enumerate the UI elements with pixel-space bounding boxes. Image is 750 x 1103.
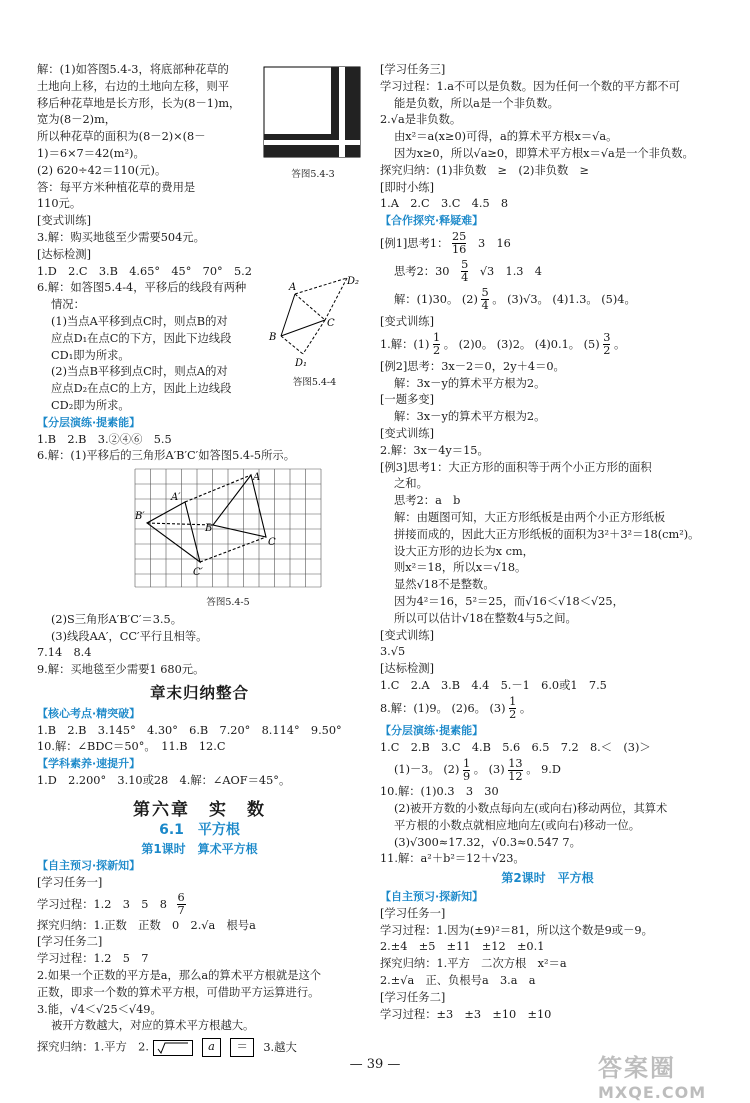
text-line: 平方根的小数点就相应地向左(或向右)移动一位。: [394, 818, 641, 832]
text-line: [37, 892, 362, 918]
text-fragment: (1)－3。 (2): [394, 763, 460, 777]
section-heading: 【自主预习·探新知】: [380, 890, 484, 904]
section-heading: 【合作探究·释疑难】: [380, 214, 484, 228]
point-label: B: [205, 523, 213, 535]
text-fragment: 3.越大: [263, 1040, 297, 1054]
watermark-text: MXQE.COM: [598, 1083, 707, 1102]
text-line: 2.解：3x－4y＝15。: [380, 443, 489, 457]
fraction: [433, 332, 440, 357]
section-label: [学习任务一]: [380, 906, 446, 920]
text-line: 设大正方形的边长为x cm，: [394, 544, 534, 558]
text-line: 2.±√a 正、负根号a 3.a a: [380, 974, 536, 988]
text-line: 应点D₁在点C的下方，因此下边线段: [51, 331, 232, 345]
answer-line: 10.解：∠BDC＝50°。 11.B 12.C: [37, 740, 226, 754]
section-heading: 【分层演练·提素能】: [380, 723, 484, 737]
fraction-denominator: 12: [508, 769, 523, 783]
text-line: 11.解：a²＋b²＝12＋√23。: [380, 852, 525, 866]
answer-line: 1.D 2.C 3.B 4.65° 45° 70° 5.2: [37, 264, 252, 278]
text-fragment: 。 (3)√3。 (4)1.3。 (5)4。: [492, 292, 636, 306]
figure-5-4-4: [267, 270, 362, 388]
text-fragment: 1.解：(1): [380, 337, 430, 351]
text-line: 解：由题图可知，大正方形纸板是由两个小正方形纸板: [394, 510, 666, 524]
text-fragment: 。 9.D: [526, 763, 561, 777]
text-line: 学习过程：1.因为(±9)²＝81，所以这个数是9或－9。: [380, 923, 653, 937]
text-line: 探究归纳：(1)非负数 ≥ (2)非负数 ≥: [380, 163, 590, 177]
section-heading: 【学科素养·速提升】: [37, 757, 141, 771]
fraction: [508, 758, 522, 783]
sqrt-icon: [154, 1041, 192, 1055]
point-label: A: [253, 472, 261, 484]
text-line: 探究归纳：1.平方 二次方根 x²＝a: [380, 957, 567, 971]
point-label: B: [269, 332, 277, 343]
answer-line: 1.A 2.C 3.C 4.5 8: [380, 197, 509, 211]
text-line: 则x²＝18，所以x＝√18。: [394, 561, 527, 575]
text-line: CD₁即为所求。: [51, 348, 130, 362]
text-fragment: 3 16: [477, 236, 511, 250]
point-label: C′: [193, 567, 203, 579]
text-line: 解：(1)如答图5.4-3，将底部种花草的: [37, 63, 229, 76]
watermark-text: 答案圈: [598, 1054, 676, 1082]
section-label: [变式训练]: [37, 214, 92, 228]
text-line: 能是负数，所以a是一个非负数。: [394, 96, 559, 110]
text-line: (3)线段AA′，CC′平行且相等。: [51, 629, 208, 643]
point-label: B′: [135, 511, 145, 523]
text-line: [380, 331, 715, 359]
text-line: 宽为(8－2)m，: [37, 113, 117, 127]
text-line: 1)＝6×7＝42(m²)。: [37, 146, 145, 160]
section-label: [达标检测]: [37, 247, 92, 261]
text-line: [380, 756, 715, 784]
text-fragment: 8.解：(1)9。 (2)6。 (3): [380, 701, 506, 715]
text-line: 土地向上移，右边的土地向左移，则平: [37, 79, 230, 93]
text-line: 答：每平方米种植花草的费用是: [37, 180, 196, 194]
text-line: [380, 286, 715, 314]
section-label: [达标检测]: [380, 662, 435, 676]
fraction-numerator: 5: [481, 286, 489, 300]
sqrt-symbol-box: [153, 1040, 193, 1056]
variable-box: a: [202, 1038, 221, 1057]
text-line: [380, 695, 715, 723]
section-title: 6.1 平方根: [159, 822, 240, 839]
text-line: 学习过程：±3 ±3 ±10 ±10: [380, 1007, 552, 1021]
text-fragment: 。 (2)0。 (3)2。 (4)0.1。 (5): [443, 337, 600, 351]
section-heading: 【自主预习·探新知】: [37, 859, 141, 873]
text-line: 2.±4 ±5 ±11 ±12 ±0.1: [380, 940, 545, 954]
fraction-denominator: 16: [451, 243, 467, 257]
fraction-denominator: 2: [509, 708, 517, 722]
section-label: [变式训练]: [380, 426, 435, 440]
answer-line: 1.D 2.200° 3.10或28 4.解：∠AOF＝45°。: [37, 773, 291, 787]
text-line: 3.能，√4＜√25＜√49。: [37, 1002, 162, 1016]
text-line: 2.如果一个正数的平方是a，那么a的算术平方根就是这个: [37, 969, 322, 983]
text-line: [例2]思考：3x－2＝0，2y＋4＝0。: [380, 359, 565, 373]
answer-line: 1.C 2.A 3.B 4.4 5.－1 6.0或1 7.5: [380, 678, 607, 692]
text-line: [380, 258, 715, 286]
fraction: [177, 892, 186, 917]
figure-caption: 答图5.4-5: [206, 596, 250, 608]
answer-line: 7.14 8.4: [37, 646, 92, 660]
fraction: [603, 332, 610, 357]
page-number: — 39 —: [349, 1057, 401, 1072]
text-line: 思考2：a b: [394, 494, 461, 508]
text-line: 情况：: [51, 298, 85, 312]
fraction-numerator: 1: [509, 695, 517, 709]
fraction-denominator: 2: [603, 344, 611, 358]
fraction-numerator: 25: [451, 230, 467, 244]
grid-figure: [133, 467, 323, 589]
section-label: [学习任务三]: [380, 63, 446, 76]
right-column: [380, 62, 715, 1023]
text-line: [37, 1038, 362, 1057]
fraction: [463, 758, 470, 783]
figure-caption: 答图5.4-4: [292, 377, 337, 388]
lesson-title: 第1课时 算术平方根: [141, 842, 258, 857]
lesson-title: 第2课时 平方根: [501, 871, 594, 886]
text-line: (2)当点B平移到点C时，则点A的对: [51, 365, 228, 379]
answer-line: 1.C 2.B 3.C 4.B 5.6 6.5 7.2 8.＜ (3)＞: [380, 740, 651, 754]
point-label: C: [327, 318, 335, 329]
text-line: 9.解：买地毯至少需要1 680元。: [37, 663, 205, 677]
text-line: 6.解：如答图5.4-4，平移后的线段有两种: [37, 281, 247, 295]
text-line: 被开方数越大，对应的算术平方根越大。: [51, 1019, 255, 1033]
text-fragment: 学习过程：1.2 3 5 8: [37, 897, 167, 911]
fraction-denominator: 7: [177, 904, 185, 918]
section-heading: 【分层演练·提素能】: [37, 415, 141, 429]
chapter-title: 第六章 实 数: [133, 799, 266, 820]
text-fragment: 思考2：30: [394, 264, 450, 278]
text-line: [380, 230, 715, 258]
text-fragment: 。 (3): [473, 763, 505, 777]
fraction-numerator: 1: [432, 331, 441, 345]
text-line: (2) 620÷42＝110(元)。: [37, 163, 167, 177]
fraction-denominator: 2: [432, 344, 441, 358]
text-line: CD₂即为所求。: [51, 398, 130, 412]
equals-box: ＝: [230, 1038, 253, 1057]
fraction-numerator: 5: [461, 258, 469, 272]
text-line: 所以种花草的面积为(8－2)×(8－: [37, 130, 206, 144]
fraction-denominator: 4: [481, 299, 489, 313]
text-line: 6.解：(1)平移后的三角形A′B′C′如答图5.4-5所示。: [37, 449, 296, 463]
fraction-denominator: 4: [461, 271, 469, 285]
fraction: [509, 696, 516, 721]
point-label: D₂: [347, 276, 360, 287]
section-label: [变式训练]: [380, 628, 435, 642]
left-column: [37, 62, 362, 1057]
text-line: (2)被开方数的小数点每向左(或向右)移动两位，其算术: [394, 802, 668, 816]
point-label: A′: [171, 492, 181, 504]
text-line: 10.解：(1)0.3 3 30: [380, 785, 499, 799]
text-line: 因为4²＝16，5²＝25，而√16＜√18＜√25，: [394, 594, 624, 608]
figure-5-4-3: [263, 66, 363, 180]
section-label: [学习任务一]: [37, 875, 103, 889]
text-line: 移后种花草地是长方形，长为(8－1)m，: [37, 96, 241, 110]
answer-line: 1.B 2.B 3.145° 4.30° 6.B 7.20° 8.114° 9.50°: [37, 723, 342, 737]
text-line: (3)√300≈17.32，√0.3≈0.547 7。: [394, 835, 581, 849]
text-line: 3.解：购买地毯至少需要504元。: [37, 230, 205, 244]
point-label: C: [268, 537, 276, 549]
text-line: 解：3x－y的算术平方根为2。: [394, 376, 546, 390]
text-line: 拼接而成的，因此大正方形纸板的面积为3²＋3²＝18(cm²)。: [394, 527, 700, 541]
text-line: (2)S三角形A′B′C′＝3.5。: [51, 612, 182, 626]
text-line: 解：3x－y的算术平方根为2。: [394, 410, 546, 424]
text-line: 110元。: [37, 197, 82, 211]
section-label: [即时小练]: [380, 180, 435, 194]
section-heading: 【核心考点·精突破】: [37, 706, 141, 720]
watermark-logo: [598, 1048, 738, 1102]
fraction: [481, 287, 488, 312]
fraction-denominator: 9: [462, 769, 471, 783]
fraction: [461, 259, 468, 284]
text-line: 因为x≥0，所以√a≥0，即算术平方根x＝√a是一个非负数。: [394, 146, 694, 160]
text-line: 探究归纳：1.正数 正数 0 2.√a 根号a: [37, 918, 256, 932]
point-label: A: [289, 282, 297, 293]
text-fragment: 。: [519, 701, 532, 715]
text-line: 所以可以估计√18在整数4与5之间。: [394, 611, 577, 625]
fraction-numerator: 3: [603, 331, 611, 345]
translation-figure: [267, 270, 362, 370]
answer-line: 1.B 2.B 3.②④⑥ 5.5: [37, 432, 172, 446]
text-fragment: 解：(1)30。 (2): [394, 292, 478, 306]
fraction-numerator: 1: [462, 756, 471, 770]
point-label: D₁: [295, 358, 308, 369]
section-label: [变式训练]: [380, 314, 435, 328]
fraction: [452, 231, 466, 256]
text-line: 显然√18不是整数。: [394, 578, 495, 592]
text-line: 2.√a是非负数。: [380, 113, 462, 127]
answer-line: 3.√5: [380, 645, 406, 659]
text-line: 之和。: [394, 477, 428, 491]
text-line: 由x²＝a(x≥0)可得，a的算术平方根x＝√a。: [394, 130, 618, 144]
text-line: (1)当点A平移到点C时，则点B的对: [51, 314, 228, 328]
text-fragment: [例1]思考1：: [380, 236, 449, 250]
text-line: 应点D₂在点C的上方，因此上边线段: [51, 382, 232, 396]
section-label: [学习任务二]: [37, 935, 103, 949]
text-line: 学习过程：1.a不可以是负数。因为任何一个数的平方都不可: [380, 79, 680, 93]
text-fragment: 探究归纳：1.平方 2.: [37, 1040, 149, 1054]
fraction-numerator: 13: [508, 756, 523, 770]
text-fragment: √3 1.3 4: [479, 264, 542, 278]
text-line: 正数，即求一个数的算术平方根，可借助平方运算进行。: [37, 985, 320, 999]
chapter-summary-title: 章末归纳整合: [149, 683, 249, 702]
text-line: [例3]思考1：大正方形的面积等于两个小正方形的面积: [380, 460, 652, 474]
garden-figure: [263, 66, 363, 162]
text-line: 学习过程：1.2 5 7: [37, 952, 149, 966]
text-fragment: 。: [614, 337, 626, 351]
figure-5-4-5: [133, 467, 333, 612]
section-label: [一题多变]: [380, 393, 435, 407]
section-label: [学习任务二]: [380, 990, 446, 1004]
fraction-numerator: 6: [177, 891, 185, 905]
figure-caption: 答图5.4-3: [291, 169, 335, 180]
